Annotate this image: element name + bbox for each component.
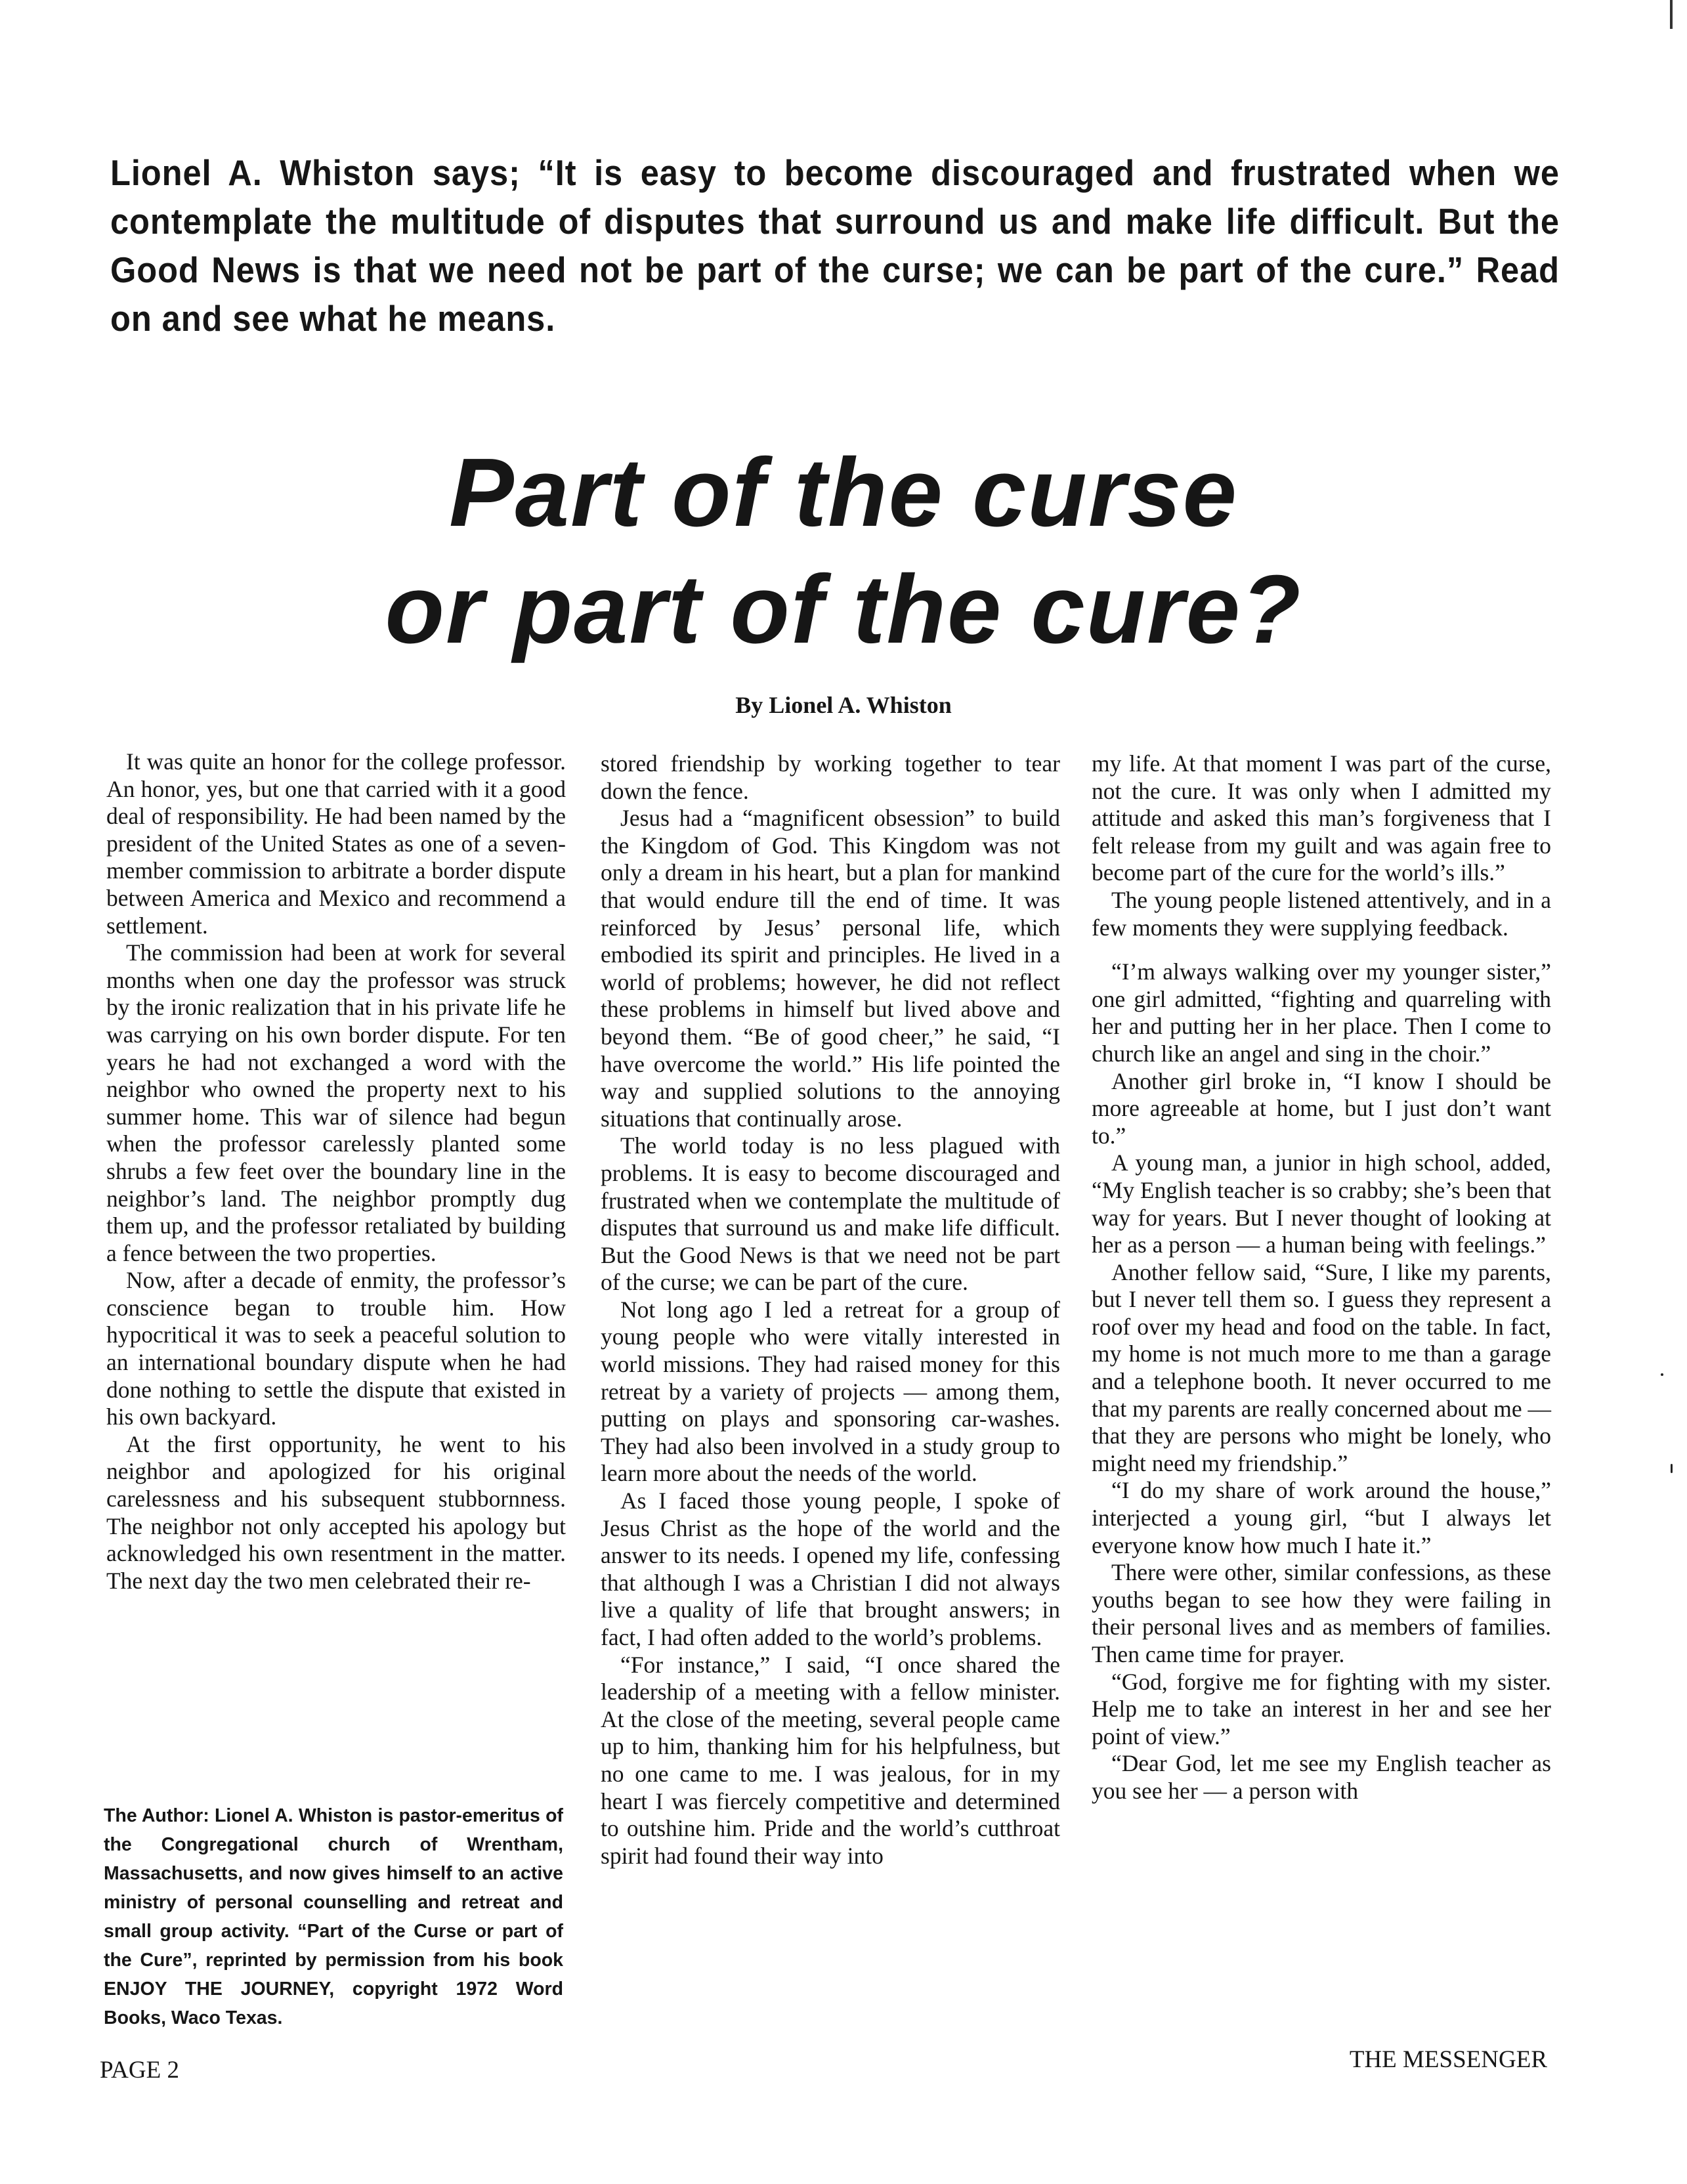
paragraph: stored friendship by working together to tear down the fence. (601, 750, 1060, 804)
title-line-2: or part of the cure? (385, 555, 1302, 664)
paragraph: “For instance,” I said, “I once shared the leadership of a meeting with a fellow minister. At the close of the meeting, several people came up to him, thanking him for his helpfulness, but no one came to me. I was jealous, for in my heart I was fiercely competitive and determined to outshine him. Pride and the world’s cutthroat spirit had found their way into (601, 1651, 1060, 1869)
title-line-1: Part of the curse (449, 439, 1238, 547)
paragraph: Another fellow said, “Sure, I like my parents, but I never tell them so. I guess they represent a roof over my head and food on the table. In fact, my home is not much more to me than a garage and a telephone booth. It never occurred to me that my parents are really concerned about me — that they are persons who might be lonely, who might need my friendship.” (1092, 1258, 1551, 1476)
paragraph: “I’m always walking over my younger sister,” one girl admitted, “fighting and quarreling with her and putting her in her place. Then I come to church like an angel and sing in the choir.” (1092, 958, 1551, 1067)
paragraph: Not long ago I led a retreat for a group of young people who were vitally interested in world missions. They had raised money for this retreat by a variety of projects — among them, putting on plays and sponsoring car-washes. They had also been involved in a study group to learn more about the needs of the world. (601, 1296, 1060, 1487)
page-edge-mark (1670, 0, 1673, 29)
paragraph: Another girl broke in, “I know I should be more agreeable at home, but I just don’t want to.” (1092, 1067, 1551, 1149)
paragraph: Now, after a decade of enmity, the professor’s conscience began to trouble him. How hypocritical it was to seek a peaceful solution to an international boundary dispute when he had done nothing to settle the dispute that existed in his own backyard. (106, 1267, 566, 1430)
paragraph: The young people listened attentively, and in a few moments they were supplying feedback. (1092, 886, 1551, 941)
publication-name: THE MESSENGER (1349, 2046, 1547, 2073)
intro-paragraph: Lionel A. Whiston says; “It is easy to become discouraged and frustrated when we contemplate the multitude of disputes that surround us and make life difficult. But the Good News is that we need not be part of the curse; we can be part of the cure.” Read on and see what he means. (110, 152, 1560, 339)
paragraph: At the first opportunity, he went to his neighbor and apologized for his original carelessness and his subsequent stubbornness. The neighbor not only accepted his apology but acknowledged his own resentment in the matter. The next day the two men celebrated their re- (106, 1430, 566, 1594)
paragraph: “I do my share of work around the house,” interjected a young girl, “but I always let everyone know how much I hate it.” (1092, 1477, 1551, 1558)
paragraph: my life. At that moment I was part of the curse, not the cure. It was only when I admitted my attitude and asked this man’s forgiveness that I felt release from my guilt and was again free to become part of the cure for the world’s ills.” (1092, 750, 1551, 886)
article-title (0, 435, 1687, 668)
scan-speck (1671, 1464, 1673, 1473)
scan-speck (1661, 1373, 1663, 1376)
paragraph: “Dear God, let me see my English teacher as you see her — a person with (1092, 1750, 1551, 1804)
paragraph: There were other, similar confessions, as these youths began to see how they were failing in their personal lives and as members of families. Then came time for prayer. (1092, 1559, 1551, 1667)
paragraph: Jesus had a “magnificent obsession” to build the Kingdom of God. This Kingdom was not only a dream in his heart, but a plan for mankind that would endure till the end of time. It was reinforced by Jesus’ personal life, which embodied its spirit and principles. He lived in a world of problems; however, he did not reflect these problems in himself but lived above and beyond them. “Be of good cheer,” he said, “I have overcome the world.” His life pointed the way and supplied solutions to the annoying situations that continually arose. (601, 805, 1060, 1132)
paragraph: As I faced those young people, I spoke of Jesus Christ as the hope of the world and the answer to its needs. I opened my life, confessing that although I was a Christian I did not always live a quality of life that brought answers; in fact, I had often added to the world’s problems. (601, 1488, 1060, 1650)
paragraph: The world today is no less plagued with problems. It is easy to become discouraged and frustrated when we contemplate the multitude of disputes that surround us and make life difficult. But the Good News is that we need not be part of the curse; we can be part of the cure. (601, 1132, 1060, 1296)
column-2 (601, 750, 1060, 1870)
paragraph: The commission had been at work for several months when one day the professor was struck by the ironic realization that in his private life he was carrying on his own border dispute. For ten years he had not exchanged a word with the neighbor who owned the property next to his summer home. This war of silence had begun when the professor carelessly planted some shrubs a few feet over the boundary line in the neighbor’s land. The neighbor promptly dug them up, and the professor retaliated by building a fence between the two properties. (106, 939, 566, 1266)
page-number: PAGE 2 (100, 2057, 179, 2084)
author-note: The Author: Lionel A. Whiston is pastor-emeritus of the Congregational church of Wrentham, Massachusetts, and now gives himself to an active ministry of personal counselling and retreat and small group activity. “Part of the Curse or part of the Cure”, reprinted by permission from his book ENJOY THE JOURNEY, copyright 1972 Word Books, Waco Texas. (104, 1805, 563, 2028)
paragraph: It was quite an honor for the college professor. An honor, yes, but one that carried with it a good deal of responsibility. He had been named by the president of the United States as one of a seven-member commission to arbitrate a border dispute between America and Mexico and recommend a settlement. (106, 748, 566, 939)
byline: By Lionel A. Whiston (735, 692, 952, 718)
paragraph: A young man, a junior in high school, added, “My English teacher is so crabby; she’s been that way for years. But I never thought of looking at her as a person — a human being with feelings.” (1092, 1149, 1551, 1258)
paragraph: “God, forgive me for fighting with my sister. Help me to take an interest in her and see her point of view.” (1092, 1668, 1551, 1749)
column-3 (1092, 750, 1551, 1805)
column-1 (106, 748, 566, 1595)
